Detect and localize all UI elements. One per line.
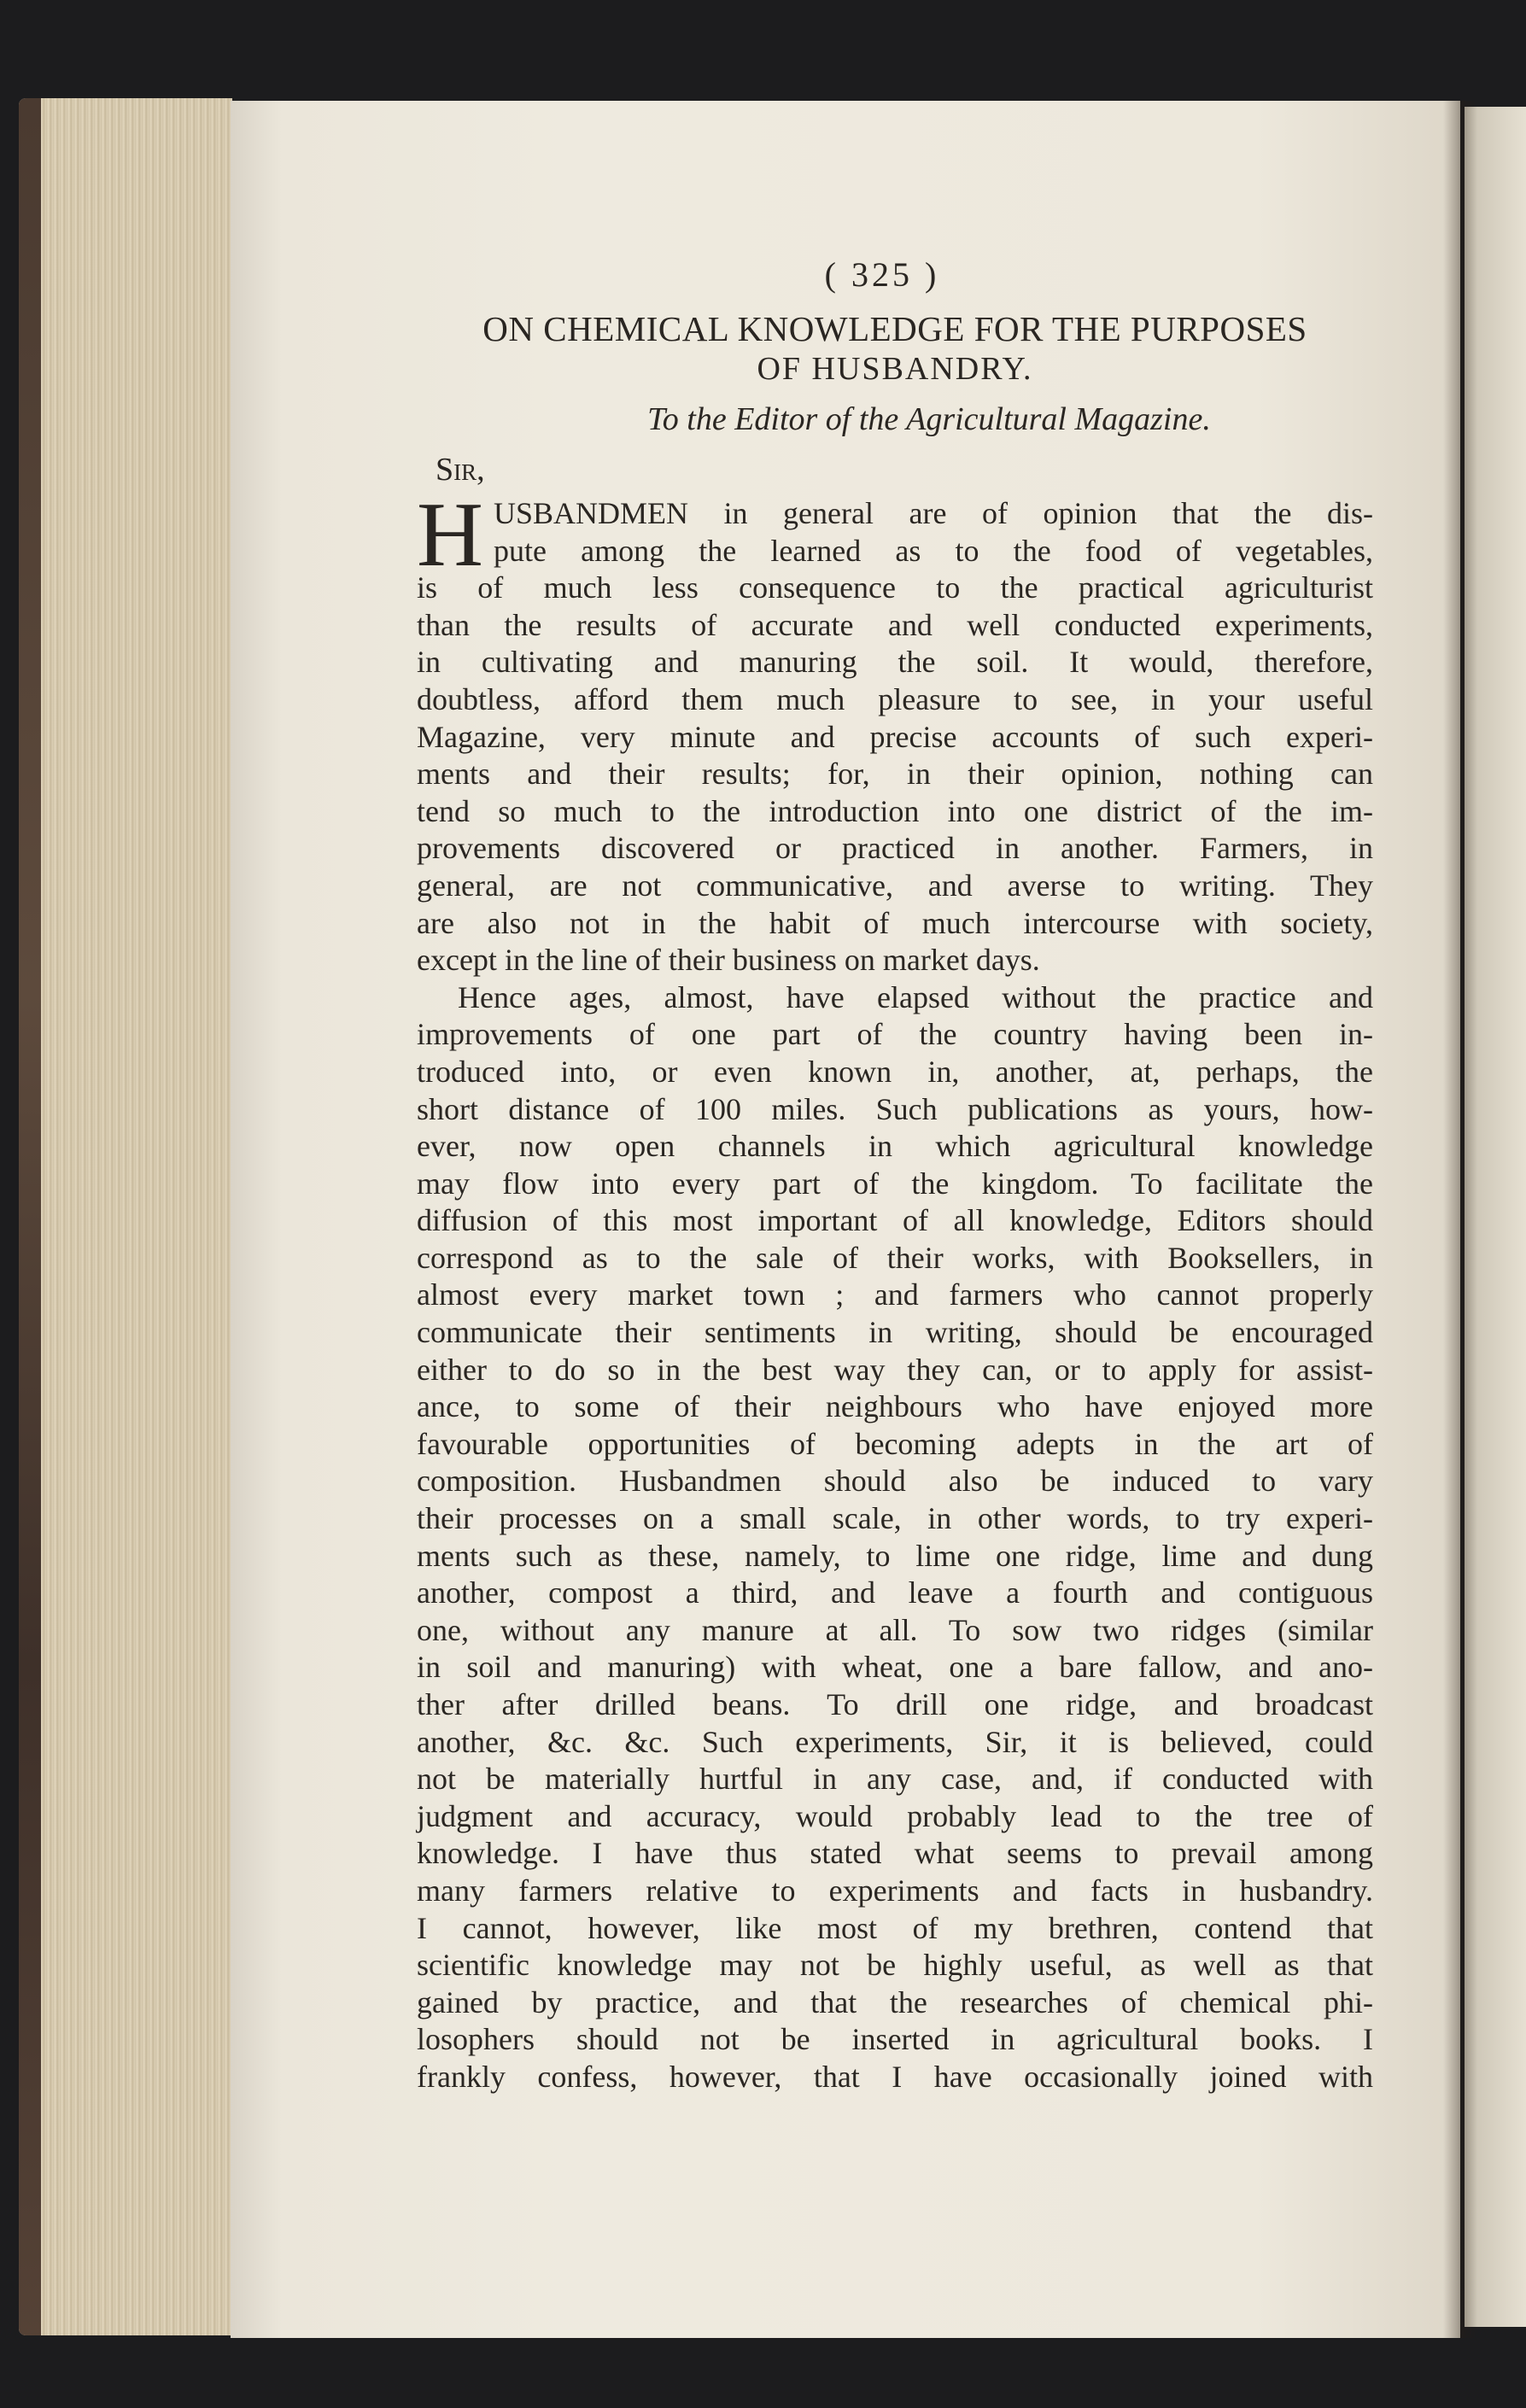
text-line: general, are not communicative, and averse to writing. They — [417, 868, 1373, 903]
text-line: may flow into every part of the kingdom. To facilitate the — [417, 1166, 1373, 1201]
text-line: short distance of 100 miles. Such publications as yours, how- — [417, 1091, 1373, 1126]
text-line: composition. Husbandmen should also be induced to vary — [417, 1464, 1373, 1499]
article-subtitle: OF HUSBANDRY. — [757, 351, 1033, 387]
text-line: another, &c. &c. Such experiments, Sir, it is believed, could — [417, 1724, 1373, 1759]
article-title: ON CHEMICAL KNOWLEDGE FOR THE PURPOSES — [482, 309, 1307, 348]
text-line: another, compost a third, and leave a fourth and contiguous — [417, 1575, 1373, 1610]
text-line: gained by practice, and that the researches of chemical phi- — [417, 1984, 1373, 2019]
text-line: not be materially hurtful in any case, and, if conducted with — [417, 1762, 1373, 1797]
text-line: in soil and manuring) with wheat, one a bare fallow, and ano- — [417, 1650, 1373, 1685]
text-line: than the results of accurate and well conducted experiments, — [417, 607, 1373, 642]
text-line: favourable opportunities of becoming adepts in the art of — [417, 1426, 1373, 1461]
text-line: ance, to some of their neighbours who have enjoyed more — [417, 1389, 1373, 1424]
text-line: many farmers relative to experiments and facts in husbandry. — [417, 1873, 1373, 1908]
text-line: I cannot, however, like most of my brethren, contend that — [417, 1910, 1373, 1945]
text-line: are also not in the habit of much intercourse with society, — [417, 905, 1373, 940]
text-line: Hence ages, almost, have elapsed without the practice and — [458, 979, 1373, 1014]
text-line: troduced into, or even known in, another, at, perhaps, the — [417, 1054, 1373, 1089]
page-text — [417, 249, 1373, 2096]
text-line: ther after drilled beans. To drill one ridge, and broadcast — [417, 1687, 1373, 1721]
text-line: either to do so in the best way they can, or to apply for assist- — [417, 1352, 1373, 1387]
text-line: improvements of one part of the country having been in- — [417, 1017, 1373, 1052]
book-fore-edge — [19, 98, 232, 2335]
text-line: ever, now open channels in which agricultural knowledge — [417, 1129, 1373, 1164]
text-line: provements discovered or practiced in another. Farmers, in — [417, 831, 1373, 866]
text-line: diffusion of this most important of all knowledge, Editors should — [417, 1203, 1373, 1238]
text-line: losophers should not be inserted in agricultural books. I — [417, 2022, 1373, 2057]
text-line: correspond as to the sale of their works, with Booksellers, in — [417, 1240, 1373, 1275]
text-line: doubtless, afford them much pleasure to see, in your useful — [417, 681, 1373, 716]
book-gutter — [1443, 101, 1477, 2338]
editor-address: To the Editor of the Agricultural Magazine. — [647, 401, 1211, 437]
salutation: Sir, — [436, 452, 485, 488]
text-line: one, without any manure at all. To sow two ridges (similar — [417, 1612, 1373, 1647]
text-line: knowledge. I have thus stated what seems to prevail among — [417, 1836, 1373, 1871]
text-line: in cultivating and manuring the soil. It would, therefore, — [417, 645, 1373, 680]
text-line: judgment and accuracy, would probably lead to the tree of — [417, 1798, 1373, 1833]
text-line: except in the line of their business on market days. — [417, 943, 1040, 978]
text-line: Magazine, very minute and precise accounts of such experi- — [417, 719, 1373, 754]
text-line: scientific knowledge may not be highly useful, as well as that — [417, 1948, 1373, 1983]
text-line: pute among the learned as to the food of vegetables, — [494, 533, 1373, 568]
text-line: ments such as these, namely, to lime one ridge, lime and dung — [417, 1538, 1373, 1573]
text-line: ments and their results; for, in their opinion, nothing can — [417, 757, 1373, 792]
text-line: USBANDMEN in general are of opinion that the dis- — [494, 496, 1373, 530]
book-cover-edge — [19, 98, 41, 2335]
text-line: frankly confess, however, that I have occasionally joined with — [417, 2059, 1373, 2094]
text-line: almost every market town ; and farmers who cannot properly — [417, 1277, 1373, 1312]
text-line: is of much less consequence to the practical agriculturist — [417, 570, 1373, 605]
paragraph-2 — [417, 979, 1373, 2096]
text-line: their processes on a small scale, in other words, to try experi- — [417, 1501, 1373, 1536]
page-number: ( 325 ) — [824, 255, 940, 294]
drop-cap: H — [417, 484, 483, 586]
text-line: tend so much to the introduction into one district of the im- — [417, 793, 1373, 828]
text-line: communicate their sentiments in writing, should be encouraged — [417, 1315, 1373, 1350]
paragraph-1 — [417, 484, 1373, 979]
